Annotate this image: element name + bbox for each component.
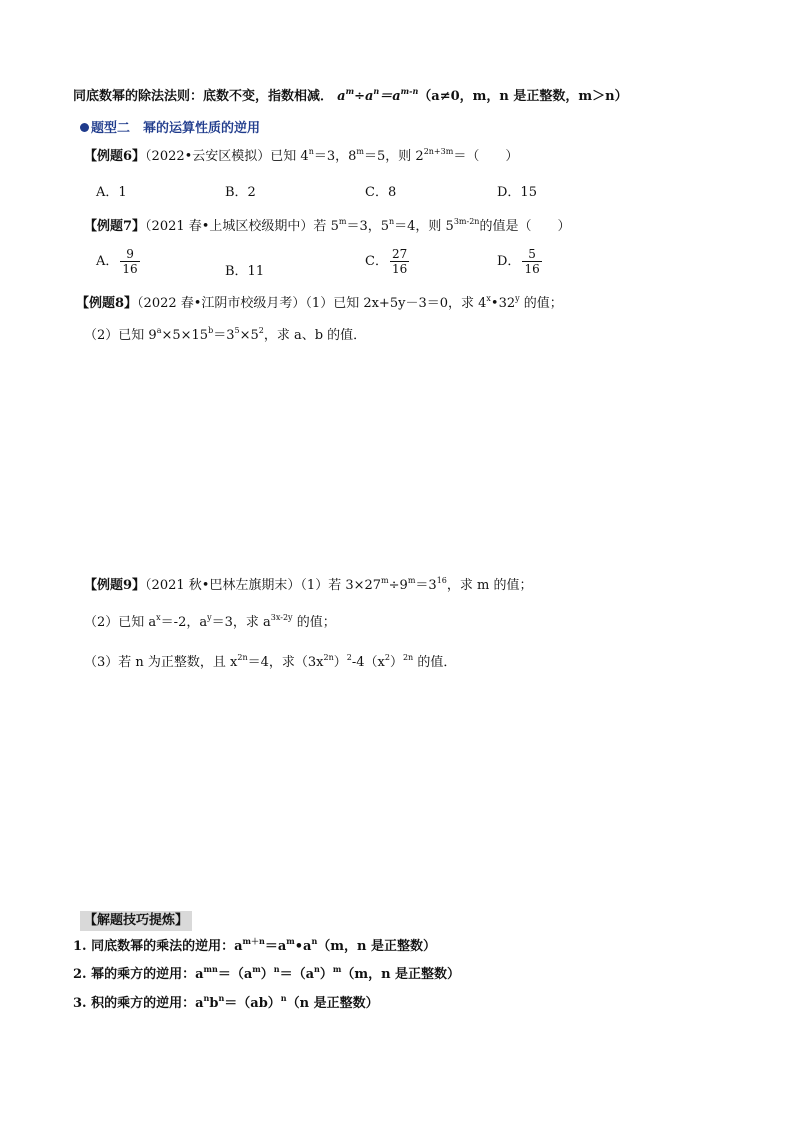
example-8-part-1: 【例题8】（2022 春•江阴市校级月考）（1）已知 2x+5y－3＝0，求 4$^x$•32$^y$ 的值； [76,294,563,311]
example-7-option-a: A． $\frac{9}{16}$ [96,247,138,276]
example-7-option-c: C． $\frac{27}{16}$ [365,247,408,276]
bullet-dot-icon [80,123,89,132]
example-6-option-a: A．1 [96,185,127,200]
example-6-question: 【例题6】（2022•云安区模拟）已知 $4^n=3$，$8^m=5$，则 $2^{2n+3m}=$（ ） [84,147,519,164]
example-7-option-d: D． $\frac{5}{16}$ [497,247,540,276]
example-6-option-b: B．2 [225,185,256,200]
rule-prefix: 同底数幂的除法法则：底数不变，指数相减． [73,89,334,104]
example-8-part-2: （2）已知 $9^a\times 5\times 15^b=3^5\times 5^2$，求 a、b 的值． [84,326,367,343]
section-heading [80,120,260,138]
example-9-part-1: 【例题9】（2021 秋•巴林左旗期末）（1）若 $3\times 27^m\div 9^m=3^{16}$，求 m 的值； [84,576,533,593]
fraction: $\frac{5}{16}$ [524,247,540,276]
tips-item-1: 1. 同底数幂的乘法的逆用：$a^{m+n}=a^m•a^n(m$，n 是正整数） [73,936,437,954]
division-rule [73,88,628,106]
example-6-tag: 【例题6】 [84,149,146,164]
example-6-option-d: D．15 [497,185,537,200]
tips-item-2: 2. 幂的乘方的逆用：$a^{mn}=(a^m)^n=(a^n)^m(m$，n 是正整数） [73,964,461,982]
example-6-option-c: C．8 [365,185,397,200]
example-9-tag: 【例题9】 [84,578,146,593]
rule-condition: （a≠0，m，n 是正整数，m＞n） [418,89,628,104]
example-7-question: 【例题7】（2021 春•上城区校级期中）若 $5^m=3$，$5^n=4$，则 $5^{3m-2n}$的值是（ ） [84,217,571,234]
example-9-part-2: （2）已知 $a^x=-2$，$a^y=3$，求 $a^{3x-2y}$ 的值； [84,613,336,630]
section-title: 题型二 幂的运算性质的逆用 [91,121,261,136]
rule-formula: $a^m\div a^n=a^{m-n}$ [337,86,419,104]
example-7-tag: 【例题7】 [84,219,146,234]
tips-title: 【解题技巧提炼】 [80,911,192,931]
fraction: $\frac{9}{16}$ [122,247,138,276]
example-9-part-3: （3）若 n 为正整数，且 $x^{2n}=4$，求$(3x^{2n})^2-4(x^2)^{2n}$ 的值． [84,653,457,670]
example-7-option-b: B．11 [225,264,265,279]
fraction: $\frac{27}{16}$ [391,247,408,276]
example-8-tag: 【例题8】 [76,296,138,311]
tips-item-3: 3. 积的乘方的逆用：$a^nb^n=(ab)^n(n$ 是正整数） [73,993,379,1011]
